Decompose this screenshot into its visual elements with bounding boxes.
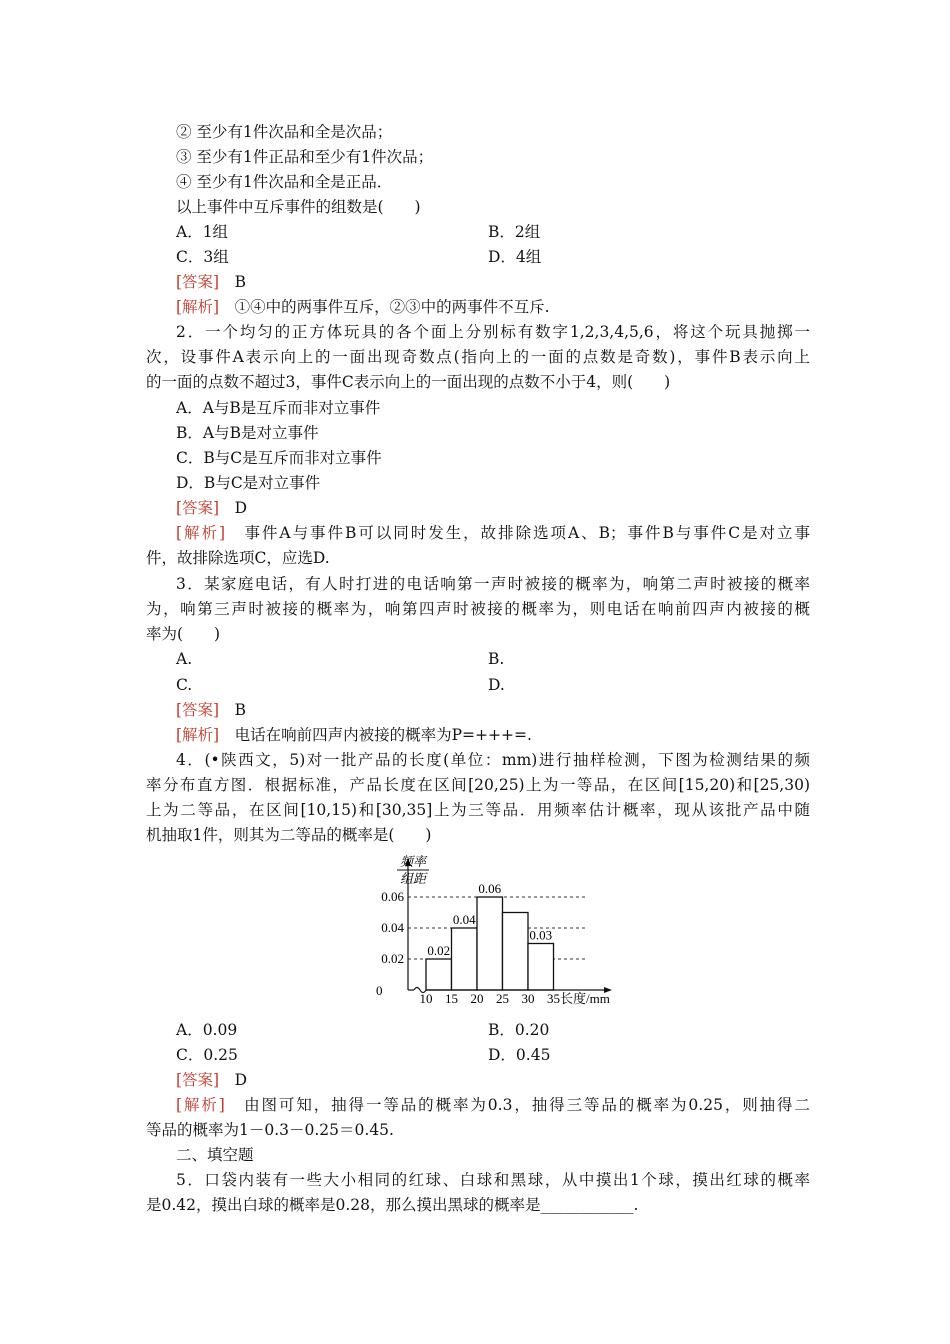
answer-value: B [234,273,247,291]
analysis-text: 由图可知，抽得一等品的概率为0.3，抽得三等品的概率为0.25，则抽得二 [244,1096,810,1114]
q2-option-b: B．A与B是对立事件 [176,424,319,442]
q4-option-c: C．0.25 [176,1046,238,1064]
x-tick-label: 10 [419,991,433,1006]
q3-analysis [176,723,810,748]
analysis-tag: [解析] [176,1096,225,1114]
q4-analysis-line-1 [176,1093,810,1118]
q2-option-a: A．A与B是互斥而非对立事件 [176,399,381,417]
q2-analysis-line-1 [176,521,810,546]
q1-item-2: ② 至少有1件次品和全是次品； [176,123,393,141]
q1-option-b: B．2组 [488,223,541,241]
answer-value: D [234,1071,248,1089]
analysis-text: 电话在响前四声内被接的概率为P=+++=. [234,726,532,744]
q4-answer [176,1068,810,1093]
q2-analysis-line-2: 件，故排除选项C，应选D. [146,549,330,567]
answer-tag: [答案] [176,273,220,291]
q2-answer [176,496,810,521]
q1-stem: 以上事件中互斥事件的组数是( ) [176,198,421,216]
y-axis-label-top: 频率 [400,854,427,869]
histogram-bar [477,897,503,990]
q3-stem-line-1: 3．某家庭电话，有人时打进的电话响第一声时被接的概率为，响第二声时被接的概率 [176,575,810,593]
answer-tag: [答案] [176,499,220,517]
q2-stem-line-2: 次，设事件A表示向上的一面出现奇数点(指向上的一面的点数是奇数)，事件B表示向上 [146,348,810,366]
q1-option-d: D．4组 [488,248,542,266]
q1-item-4: ④ 至少有1件次品和全是正品． [176,173,393,191]
histogram-bar [452,928,478,990]
x-tick-label: 25 [496,991,509,1006]
q5-stem-line-2: 是0.42，摸出白球的概率是0.28，那么摸出黑球的概率是____________. [146,1196,639,1214]
analysis-text: ①④中的两事件互斥，②③中的两事件不互斥. [234,298,550,316]
analysis-tag: [解析] [176,298,220,316]
q3-answer [176,698,810,723]
q3-stem-line-2: 为，响第三声时被接的概率为，响第四声时被接的概率为，则电话在响前四声内被接的概 [146,600,810,618]
q4-stem-line-4: 机抽取1件，则其为二等品的概率是( ) [146,826,432,844]
origin-label: 0 [376,983,383,998]
x-tick-label: 15 [445,991,458,1006]
y-tick-label: 0.02 [381,951,404,966]
q3-option-d: D. [488,676,505,694]
q4-stem-line-1: 4．(•陕西文，5)对一批产品的长度(单位：mm)进行抽样检测，下图为检测结果的频 [176,751,810,769]
bar-value-label: 0.02 [427,943,451,958]
q3-option-a: A. [176,650,193,668]
q3-option-c: C. [176,676,193,694]
answer-value: D [234,499,248,517]
q3-option-b: B. [488,650,505,668]
q4-option-d: D．0.45 [488,1046,551,1064]
q1-item-3: ③ 至少有1件正品和至少有1件次品； [176,148,434,166]
q1-option-a: A．1组 [176,223,229,241]
y-tick-label: 0.04 [381,920,404,935]
q4-stem-line-2: 率分布直方图．根据标准，产品长度在区间[20,25)上为一等品，在区间[15,20)和[25,30) [146,776,810,794]
q1-answer [176,270,810,295]
bar-value-label: 0.04 [452,912,476,927]
q2-stem-line-3: 的一面的点数不超过3，事件C表示向上的一面出现的点数不小于4，则( ) [146,373,671,391]
q4-stem-line-3: 上为二等品，在区间[10,15)和[30,35]上为三等品．用频率估计概率，现从该批产品中随 [146,801,810,819]
q4-analysis-line-2: 等品的概率为1－0.3－0.25＝0.45. [146,1121,394,1139]
q4-option-a: A．0.09 [176,1021,238,1039]
bar-value-label: 0.03 [529,927,553,943]
q2-stem-line-1: 2．一个均匀的正方体玩具的各个面上分别标有数字1,2,3,4,5,6，将这个玩具抛掷一 [176,323,810,341]
q3-stem-line-3: 率为( ) [146,625,221,643]
q2-option-c: C．B与C是互斥而非对立事件 [176,449,382,467]
answer-tag: [答案] [176,1071,220,1089]
histogram-bar [528,944,554,991]
analysis-text: 事件A与事件B可以同时发生，故排除选项A、B；事件B与事件C是对立事 [244,524,810,542]
histogram-bar [426,959,452,990]
bar-value-label: 0.06 [478,881,502,896]
q1-option-c: C．3组 [176,248,229,266]
x-tick-label: 30 [521,991,535,1006]
q1-analysis [176,295,810,320]
answer-value: B [234,701,247,719]
q5-stem-line-1: 5．口袋内装有一些大小相同的红球、白球和黑球，从中摸出1个球，摸出红球的概率 [176,1171,810,1189]
y-axis-label-bottom: 组距 [400,871,427,886]
x-axis-label: 长度/mm [560,991,610,1006]
y-tick-label: 0.06 [381,889,404,904]
section-title: 二、填空题 [176,1146,254,1164]
frequency-histogram [338,852,628,1010]
q4-option-b: B．0.20 [488,1021,550,1039]
x-tick-label: 35 [547,991,560,1006]
analysis-tag: [解析] [176,524,226,542]
answer-tag: [答案] [176,701,220,719]
histogram-bar [503,913,529,991]
q2-option-d: D．B与C是对立事件 [176,474,321,492]
x-tick-label: 20 [470,991,484,1006]
analysis-tag: [解析] [176,726,220,744]
